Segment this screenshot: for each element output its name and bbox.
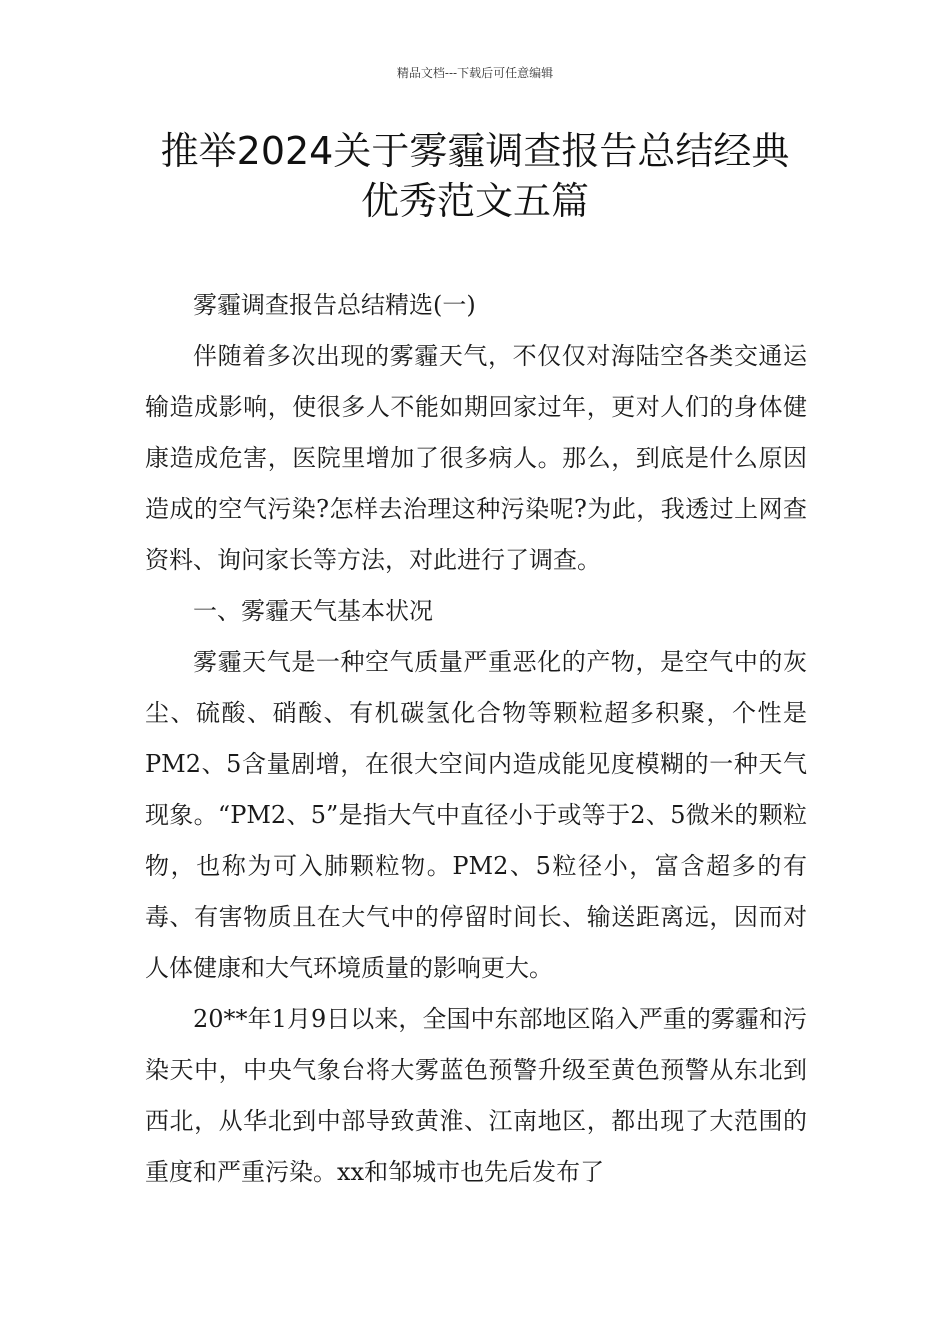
document-body <box>145 280 807 1198</box>
document-title <box>100 126 850 226</box>
page-header: 精品文档---下载后可任意编辑 <box>396 66 554 80</box>
title-line-2: 优秀范文五篇 <box>360 179 589 223</box>
body-paragraph: 伴随着多次出现的雾霾天气，不仅仅对海陆空各类交通运输造成影响，使很多人不能如期回家过年，更对人们的身体健康造成危害，医院里增加了很多病人。那么，到底是什么原因造成的空气污染?怎样去治理这种污染呢?为此，我透过上网查资料、询问家长等方法，对此进行了调查。 <box>145 342 807 574</box>
body-paragraph: 20**年1月9日以来，全国中东部地区陷入严重的雾霾和污染天中，中央气象台将大雾蓝色预警升级至黄色预警从东北到西北，从华北到中部导致黄淮、江南地区，都出现了大范围的重度和严重污染。xx和邹城市也先后发布了 <box>145 1005 807 1186</box>
section-heading: 一、雾霾天气基本状况 <box>193 597 433 625</box>
title-line-1: 推举2024关于雾霾调查报告总结经典 <box>160 129 790 173</box>
body-paragraph: 雾霾天气是一种空气质量严重恶化的产物，是空气中的灰尘、硫酸、硝酸、有机碳氢化合物等颗粒超多积聚，个性是PM2、5含量剧增，在很大空间内造成能见度模糊的一种天气现象。“PM2、5”是指大气中直径小于或等于2、5微米的颗粒物，也称为可入肺颗粒物。PM2、5粒径小，富含超多的有毒、有害物质且在大气中的停留时间长、输送距离远，因而对人体健康和大气环境质量的影响更大。 <box>145 648 807 982</box>
section-heading: 雾霾调查报告总结精选(一) <box>193 291 476 319</box>
